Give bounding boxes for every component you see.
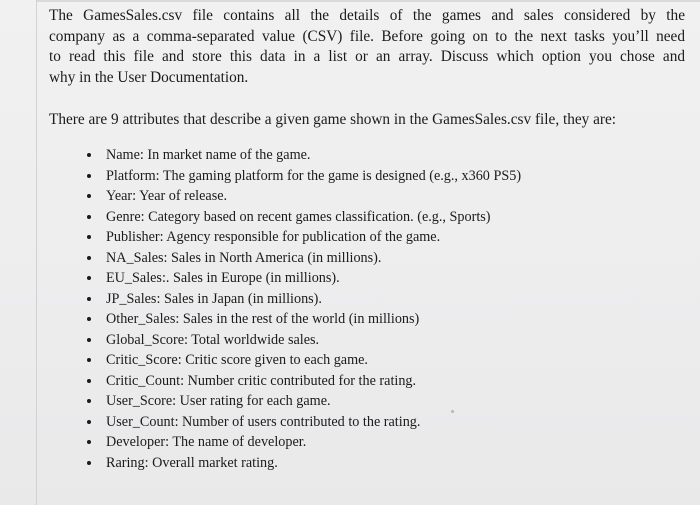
bullet-icon (87, 153, 91, 157)
bullet-icon (87, 276, 91, 280)
intro-line-2: company as a comma-separated value (CSV) file. Before going on to the next tasks you’ll need (49, 27, 685, 45)
bullet-icon (87, 440, 91, 444)
bullet-icon (87, 297, 91, 301)
bullet-icon (87, 461, 91, 465)
page-left-border (36, 0, 37, 505)
attribute-na-sales: NA_Sales: Sales in North America (in millions). (106, 249, 382, 266)
intro-line-1: The GamesSales.csv file contains all the details of the games and sales considered by the (49, 7, 685, 24)
attribute-name: Name: In market name of the game. (106, 147, 311, 163)
bullet-icon (87, 256, 91, 260)
page-top-border (36, 0, 700, 2)
bullet-icon (87, 358, 91, 362)
attribute-publisher: Publisher: Agency responsible for publication of the game. (106, 229, 441, 245)
bullet-icon (87, 399, 91, 403)
attribute-user-count: User_Count: Number of users contributed to the rating. (106, 413, 421, 430)
attribute-platform: Platform: The gaming platform for the game is designed (e.g., x360 PS5) (106, 167, 522, 184)
attribute-rating: Raring: Overall market rating. (106, 454, 278, 471)
attribute-year: Year: Year of release. (106, 188, 228, 204)
attribute-critic-count: Critic_Count: Number critic contributed for the rating. (106, 372, 417, 389)
attributes-intro: There are 9 attributes that describe a given game shown in the GamesSales.csv file, they are: (49, 111, 617, 128)
attribute-developer: Developer: The name of developer. (106, 434, 307, 450)
bullet-icon (87, 379, 91, 383)
attribute-other-sales: Other_Sales: Sales in the rest of the world (in millions) (106, 311, 420, 327)
bullet-icon (87, 215, 91, 219)
scan-speck (451, 410, 454, 413)
bullet-icon (87, 420, 91, 424)
bullet-icon (87, 194, 91, 198)
attribute-critic-score: Critic_Score: Critic score given to each game. (106, 352, 368, 368)
bullet-icon (87, 235, 91, 239)
bullet-icon (87, 338, 91, 342)
intro-line-3: to read this file and store this data in a list or an array. Discuss which option you chose and (49, 48, 685, 65)
attribute-user-score: User_Score: User rating for each game. (106, 393, 331, 409)
intro-paragraph (49, 6, 685, 88)
attribute-genre: Genre: Category based on recent games classification. (e.g., Sports) (106, 208, 491, 225)
attribute-global-score: Global_Score: Total worldwide sales. (106, 331, 320, 348)
attribute-eu-sales: EU_Sales:. Sales in Europe (in millions). (106, 270, 340, 286)
bullet-icon (87, 317, 91, 321)
intro-line-4: why in the User Documentation. (49, 68, 249, 86)
bullet-icon (87, 174, 91, 178)
attribute-jp-sales: JP_Sales: Sales in Japan (in millions). (106, 290, 322, 307)
